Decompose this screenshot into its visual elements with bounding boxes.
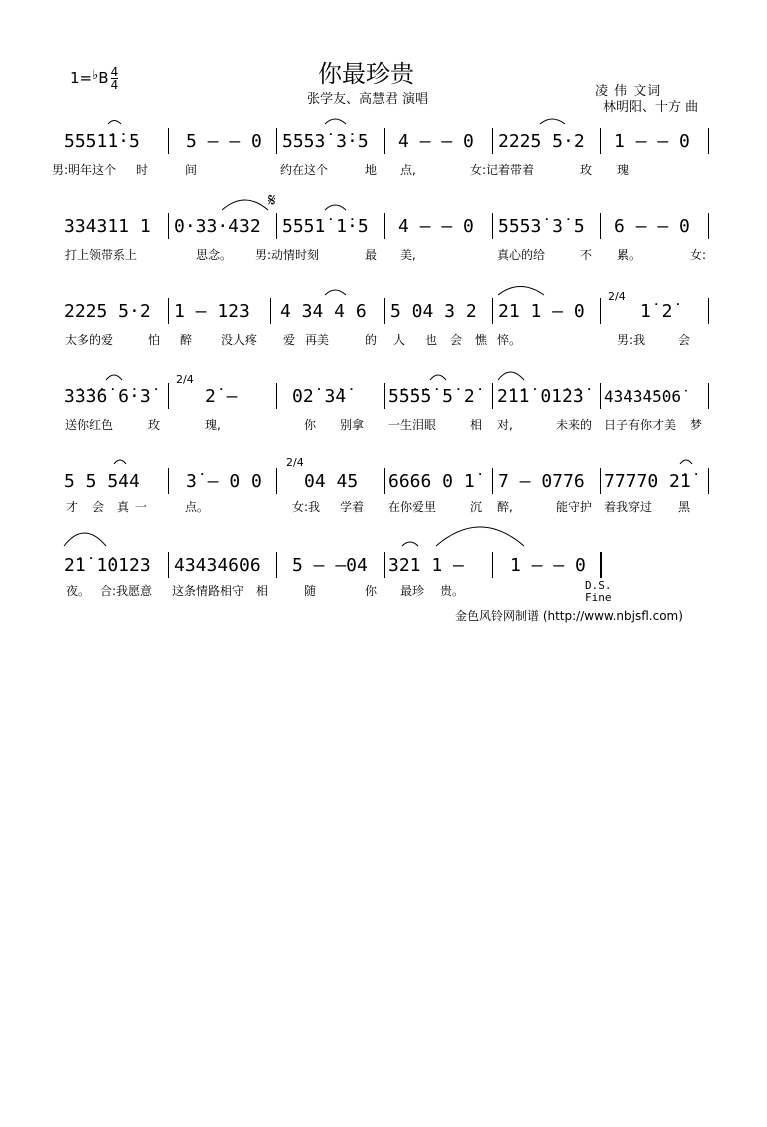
lyric: 时 [136, 163, 149, 177]
slur [106, 375, 122, 380]
slur [498, 372, 524, 380]
lyric: 日子有你才美 [604, 418, 677, 432]
lyric: 玫 [148, 418, 161, 432]
measure: 5553̇ 3̇ 5 [498, 216, 585, 237]
slur [108, 121, 121, 125]
measure: 43434606 [174, 555, 261, 576]
measure: 1 – – 0 [614, 131, 690, 152]
measure: 2̇1̇1̇ 01̇2̇3̇ [497, 386, 584, 407]
lyric: 这条情路相守 [172, 584, 245, 598]
lyric: 黑 [678, 500, 691, 514]
measure: 334311 1 [64, 216, 151, 237]
measure: 6 – – 0 [614, 216, 690, 237]
lyric: 相 [470, 418, 483, 432]
measure: 5551̇ 1̇·5 [282, 216, 369, 237]
lyric: 沉 [470, 500, 483, 514]
lyric: 才 [66, 500, 79, 514]
measure: 321 1 – [388, 555, 464, 576]
lyric: 在你爱里 [388, 500, 437, 514]
measure: 02̇ 3̇4̇ [292, 386, 347, 407]
measure: 4 34 4 6 [280, 301, 367, 322]
meter-change: 2/4 [176, 373, 194, 386]
lyric: 贵。 [440, 584, 465, 598]
measure: 7 – 0776 [498, 471, 585, 492]
lyric: 玫 [580, 163, 593, 177]
lyric: 学着 [340, 500, 365, 514]
lyric: 真心的给 [497, 248, 546, 262]
lyric: 女:记着带着 [470, 163, 535, 177]
lyric: 会 [678, 333, 691, 347]
measure: 04 45 [304, 471, 359, 492]
lyric: 再美 [305, 333, 330, 347]
lyric: 女: [690, 248, 707, 262]
lyric: 也 [425, 333, 438, 347]
fine-label: Fine [585, 591, 612, 604]
measure: 4 – – 0 [398, 131, 474, 152]
ds-label: D.S. [585, 579, 612, 592]
measure: 2̇1̇ 1̇0123 [64, 555, 151, 576]
lyric: 累。 [617, 248, 642, 262]
slur [64, 533, 106, 546]
slur [436, 527, 524, 546]
key-prefix: 1= [70, 69, 93, 87]
footer-credit: 金色风铃网制谱 (http://www.nbjsfl.com) [455, 609, 683, 623]
meter-top: 4 [110, 65, 119, 79]
lyric: 间 [185, 163, 198, 177]
measure: 5 – – 0 [186, 131, 262, 152]
measure: 1 – – 0 [510, 555, 586, 576]
lyric: 会 [450, 333, 463, 347]
lyric: 地 [365, 163, 378, 177]
measure: 5553̇ 3̇·5 [282, 131, 369, 152]
lyric: 思念。 [196, 248, 233, 262]
lyric: 你 [365, 584, 378, 598]
lyricist: 凌 伟 文词 [595, 84, 662, 99]
slur [325, 290, 346, 295]
lyric: 会 [92, 500, 105, 514]
lyric: 梦 [690, 418, 703, 432]
measure: 5̇5̇5̇5̇ 5̇ 2̇ [388, 386, 475, 407]
slur [325, 119, 346, 124]
song-title: 你最珍贵 [318, 60, 414, 88]
lyric: 瑰 [617, 163, 630, 177]
lyric: 瑰, [205, 418, 221, 432]
lyric: 憔 [475, 333, 488, 347]
lyric: 夜。 [66, 584, 91, 598]
lyric: 一 [135, 500, 148, 514]
measure: 5 04 3 2 [390, 301, 477, 322]
lyric: 打上领带系上 [65, 248, 138, 262]
lyric: 真 [117, 500, 130, 514]
lyric: 的 [365, 333, 378, 347]
measure: 77770 2̇1̇ [604, 471, 691, 492]
lyric: 男:明年这个 [52, 163, 117, 177]
slur [430, 375, 446, 380]
lyric: 人 [393, 333, 406, 347]
slur [498, 287, 544, 296]
lyric: 送你红色 [65, 418, 114, 432]
lyric: 醉 [180, 333, 193, 347]
measure: 3̇3̇3̇6̇ 6̇·3̇ [64, 386, 151, 407]
lyric: 着我穿过 [604, 500, 653, 514]
measure: 5551̇1̇·5 [64, 131, 140, 152]
measure: 2225 5·2 [64, 301, 151, 322]
lyric: 女:我 [292, 500, 321, 514]
meter-bottom: 4 [110, 78, 119, 92]
singers: 张学友、高慧君 演唱 [307, 92, 429, 107]
lyric: 醉, [497, 500, 513, 514]
measure: 6666 0 1̇ [388, 471, 475, 492]
lyric: 男:我 [617, 333, 646, 347]
lyric: 怕 [148, 333, 161, 347]
lyric: 相 [256, 584, 269, 598]
lyric: 合:我愿意 [100, 584, 153, 598]
measure: 2225 5·2 [498, 131, 585, 152]
slur [540, 119, 565, 124]
lyric: 男:动情时刻 [255, 248, 320, 262]
segno-icon: 𝄋 [268, 190, 276, 211]
lyric: 一生泪眼 [388, 418, 437, 432]
measure: 5 5 544 [64, 471, 140, 492]
lyric: 能守护 [556, 500, 593, 514]
measure: 5 – –04 [292, 555, 368, 576]
lyric: 你 [304, 418, 317, 432]
measure: 4̇3̇4̇3̇4̇5̇06̇ [604, 387, 682, 406]
lyric: 对, [497, 418, 513, 432]
lyric: 随 [304, 584, 317, 598]
flat-sign: ♭ [92, 68, 99, 83]
lyric: 爱 [283, 333, 296, 347]
composer: 林明阳、十方 曲 [603, 100, 699, 115]
slur [114, 460, 126, 464]
lyric: 点, [400, 163, 416, 177]
measure: 2̇ – [205, 386, 238, 407]
slur [222, 200, 268, 210]
meter-change: 2/4 [608, 290, 626, 303]
measure: 1̇ 2̇ [640, 301, 673, 322]
lyric: 最 [365, 248, 378, 262]
lyric: 约在这个 [280, 163, 329, 177]
measure: 4 – – 0 [398, 216, 474, 237]
lyric: 未来的 [556, 418, 593, 432]
lyric: 不 [580, 248, 593, 262]
measure: 1 – 123 [174, 301, 250, 322]
slur [325, 205, 346, 210]
slur [680, 460, 692, 464]
lyric: 太多的爱 [65, 333, 114, 347]
lyric: 最珍 [400, 584, 425, 598]
lyric: 美, [400, 248, 416, 262]
lyric: 点。 [185, 500, 210, 514]
lyric: 没人疼 [221, 333, 258, 347]
slur [402, 542, 418, 546]
meter-change: 2/4 [286, 456, 304, 469]
measure: 21 1 – 0 [498, 301, 585, 322]
lyric: 悴。 [497, 333, 522, 347]
lyric: 别拿 [340, 418, 365, 432]
measure: 0·33·432 [174, 216, 261, 237]
measure: 3̇ – 0 0 [186, 471, 262, 492]
key-letter: B [98, 69, 109, 87]
